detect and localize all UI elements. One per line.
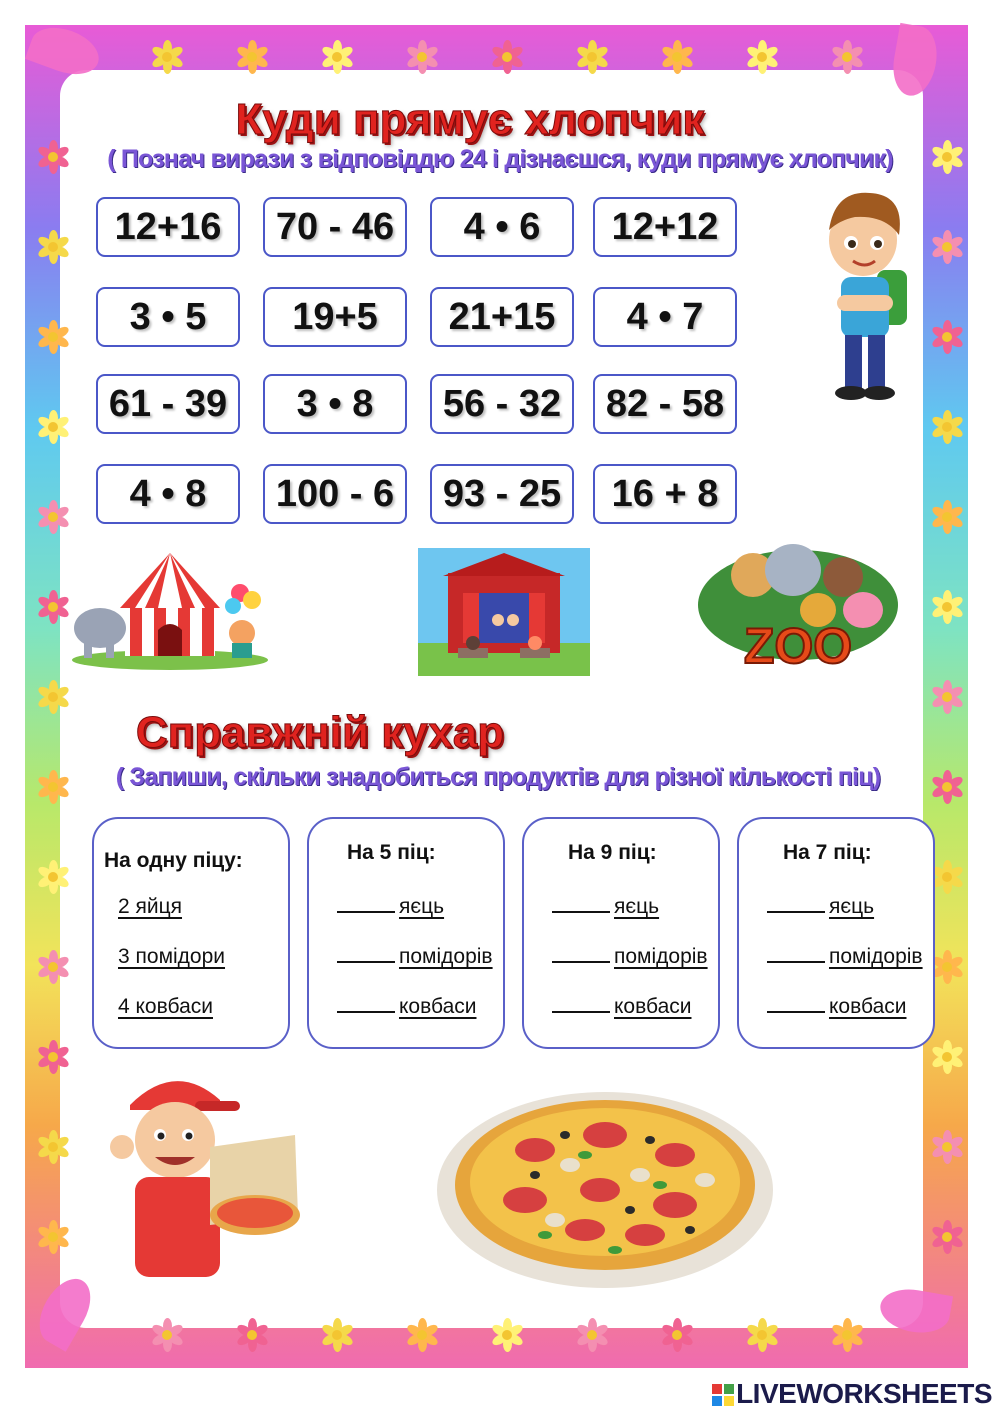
ingredient-line <box>118 895 182 919</box>
flower-decoration <box>490 1318 524 1352</box>
pizza-illustration <box>435 1080 775 1290</box>
boy-illustration <box>815 185 915 410</box>
ingredient-label: 3 помідори <box>118 945 226 968</box>
theatre-illustration <box>418 548 590 676</box>
flower-decoration <box>930 230 964 264</box>
flower-decoration <box>930 1220 964 1254</box>
ingredient-line <box>118 995 213 1019</box>
expression-box[interactable]: 12+12 <box>593 197 737 257</box>
section1-title: Куди прямує хлопчик <box>235 95 705 144</box>
pizza-card-2 <box>307 817 505 1049</box>
pizza-card-3 <box>522 817 720 1049</box>
expression-box[interactable]: 61 - 39 <box>96 374 240 434</box>
card-heading: На 9 піц: <box>568 841 657 864</box>
flower-decoration <box>930 680 964 714</box>
flower-decoration <box>150 1318 184 1352</box>
flower-decoration <box>36 230 70 264</box>
flower-decoration <box>235 40 269 74</box>
expression-box[interactable]: 4 • 8 <box>96 464 240 524</box>
liveworksheets-logo[interactable] <box>712 1378 992 1410</box>
flower-decoration <box>660 40 694 74</box>
section2-subtitle: ( Запиши, скільки знадобиться продуктів для різної кількості піц) <box>115 763 881 791</box>
flower-decoration <box>150 40 184 74</box>
flower-decoration <box>36 950 70 984</box>
flower-decoration <box>490 40 524 74</box>
flower-decoration <box>930 500 964 534</box>
pizza-card-4 <box>737 817 935 1049</box>
answer-blank[interactable] <box>552 961 610 963</box>
ingredient-label: ковбаси <box>614 995 692 1018</box>
answer-line[interactable] <box>767 895 874 919</box>
zoo-sign: ZOO <box>743 618 853 670</box>
flower-decoration <box>930 860 964 894</box>
flower-decoration <box>745 40 779 74</box>
pizza-card-1 <box>92 817 290 1049</box>
flower-decoration <box>930 320 964 354</box>
expression-box[interactable]: 21+15 <box>430 287 574 347</box>
ingredient-line <box>118 945 225 969</box>
flower-decoration <box>405 1318 439 1352</box>
answer-blank[interactable] <box>767 961 825 963</box>
flower-decoration <box>660 1318 694 1352</box>
expression-box[interactable]: 70 - 46 <box>263 197 407 257</box>
flower-decoration <box>830 1318 864 1352</box>
answer-blank[interactable] <box>552 1011 610 1013</box>
answer-line[interactable] <box>552 945 708 969</box>
answer-line[interactable] <box>767 945 923 969</box>
answer-blank[interactable] <box>337 961 395 963</box>
answer-blank[interactable] <box>552 911 610 913</box>
expression-box[interactable]: 100 - 6 <box>263 464 407 524</box>
logo-text: LIVEWORKSHEETS <box>736 1378 992 1409</box>
expression-box[interactable]: 12+16 <box>96 197 240 257</box>
flower-decoration <box>320 1318 354 1352</box>
answer-line[interactable] <box>337 945 493 969</box>
answer-line[interactable] <box>552 895 659 919</box>
flower-decoration <box>405 40 439 74</box>
flower-decoration <box>575 1318 609 1352</box>
flower-decoration <box>36 1040 70 1074</box>
answer-blank[interactable] <box>337 1011 395 1013</box>
flower-decoration <box>575 40 609 74</box>
flower-decoration <box>830 40 864 74</box>
expression-box[interactable]: 19+5 <box>263 287 407 347</box>
flower-decoration <box>320 40 354 74</box>
flower-decoration <box>745 1318 779 1352</box>
expression-box[interactable]: 82 - 58 <box>593 374 737 434</box>
flower-decoration <box>36 410 70 444</box>
flower-decoration <box>36 500 70 534</box>
answer-blank[interactable] <box>337 911 395 913</box>
ingredient-label: яєць <box>399 895 445 918</box>
flower-decoration <box>36 320 70 354</box>
section2-title: Справжній кухар <box>135 708 505 757</box>
answer-line[interactable] <box>337 895 444 919</box>
section1-subtitle: ( Познач вирази з відповіддю 24 і дізнаєшся, куди прямує хлопчик) <box>107 145 893 173</box>
flower-decoration <box>235 1318 269 1352</box>
flower-decoration <box>36 860 70 894</box>
flower-decoration <box>36 1220 70 1254</box>
flower-decoration <box>930 590 964 624</box>
pizza-boy-illustration <box>100 1065 300 1280</box>
ingredient-label: помідорів <box>829 945 923 968</box>
expression-box[interactable]: 16 + 8 <box>593 464 737 524</box>
flower-decoration <box>930 1130 964 1164</box>
expression-box[interactable]: 56 - 32 <box>430 374 574 434</box>
answer-blank[interactable] <box>767 1011 825 1013</box>
ingredient-label: яєць <box>614 895 660 918</box>
expression-box[interactable]: 93 - 25 <box>430 464 574 524</box>
expression-box[interactable]: 3 • 8 <box>263 374 407 434</box>
flower-decoration <box>930 1040 964 1074</box>
card-heading: На 5 піц: <box>347 841 436 864</box>
ingredient-label: помідорів <box>399 945 493 968</box>
expression-box[interactable]: 4 • 7 <box>593 287 737 347</box>
card-heading: На одну піцу: <box>104 849 243 872</box>
ingredient-label: 4 ковбаси <box>118 995 213 1018</box>
flower-decoration <box>930 410 964 444</box>
answer-line[interactable] <box>337 995 476 1019</box>
logo-mark-icon <box>712 1384 734 1406</box>
card-heading: На 7 піц: <box>783 841 872 864</box>
expression-box[interactable]: 4 • 6 <box>430 197 574 257</box>
ingredient-label: яєць <box>829 895 875 918</box>
ingredient-label: ковбаси <box>399 995 477 1018</box>
flower-decoration <box>36 1130 70 1164</box>
answer-blank[interactable] <box>767 911 825 913</box>
ingredient-label: помідорів <box>614 945 708 968</box>
flower-decoration <box>930 950 964 984</box>
circus-illustration <box>70 548 270 670</box>
ingredient-label: 2 яйця <box>118 895 183 918</box>
answer-line[interactable] <box>552 995 691 1019</box>
answer-line[interactable] <box>767 995 906 1019</box>
zoo-illustration <box>693 515 903 670</box>
expression-box[interactable]: 3 • 5 <box>96 287 240 347</box>
flower-decoration <box>36 590 70 624</box>
ingredient-label: ковбаси <box>829 995 907 1018</box>
